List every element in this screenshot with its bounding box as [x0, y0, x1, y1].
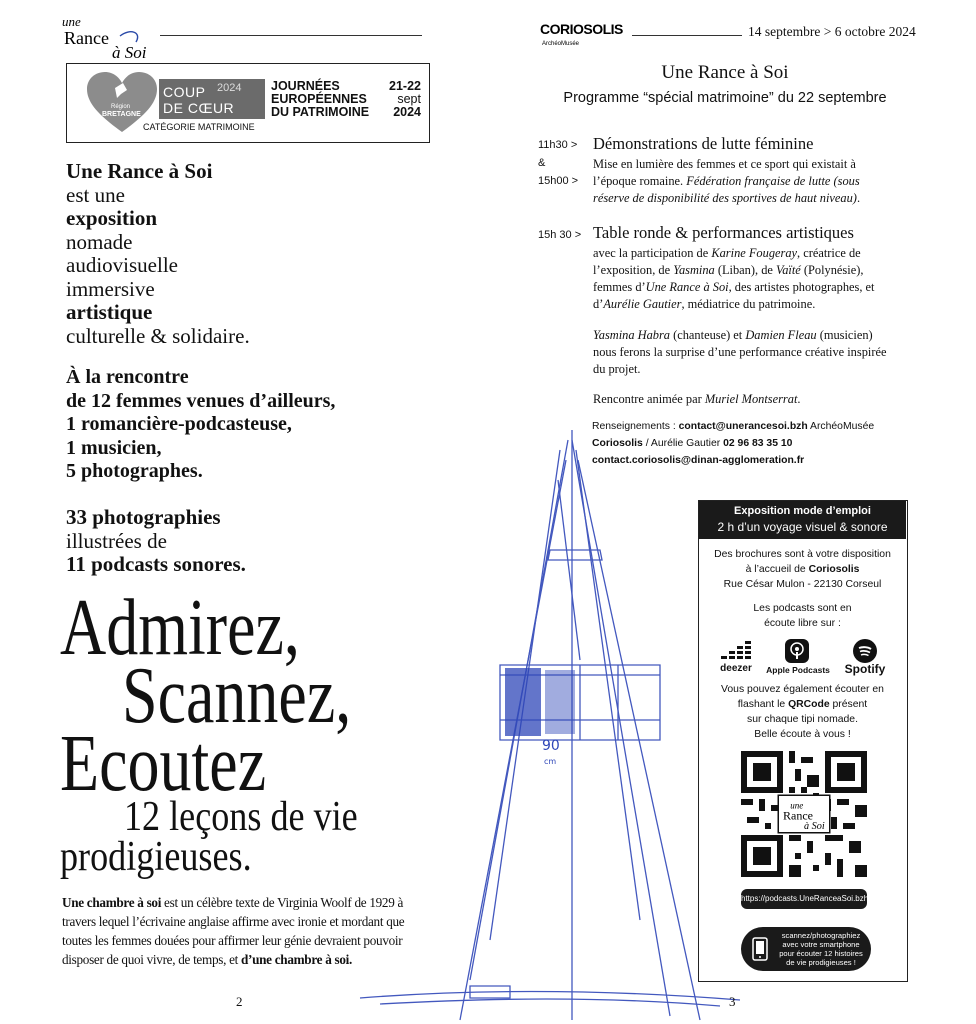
brochure-text: Des brochures sont à votre disposition à l’accueil de Coriosolis Rue César Mulon - 22130 Corseul [714, 549, 891, 590]
qrcode-text: Vous pouvez également écouter en flashant le QRCode présent sur chaque tipi nomade. Belle écoute à vous ! [721, 684, 884, 740]
podcast-text: Les podcasts sont en écoute libre sur : [753, 603, 852, 629]
headline-line-4: 12 leçons de vie [124, 794, 358, 840]
guide-box-header [699, 501, 906, 539]
jep-dates: 21-22 sept 2024 [389, 79, 421, 119]
archeomusee-wordmark: ArchéoMusée [542, 41, 580, 47]
logo-une: une [62, 14, 81, 29]
heart-region-small: Région [111, 104, 131, 110]
page-number-right: 3 [729, 994, 736, 1009]
smartphone-icon [751, 937, 769, 961]
woolf-paragraph: Une chambre à soi est un célèbre texte de Virginia Woolf de 1929 à travers lequel l’écrivaine anglaise affirme avec ironie et mordant que toutes les femmes douées pour affirmer leur génie devraient pouvoir disposer de quoi vivre, de temps, et d’une chambre à soi. [62, 895, 405, 967]
email-link-2[interactable]: contact.coriosolis@dinan-agglomeration.fr [592, 455, 805, 466]
program-item-1-times: 11h30 > & 15h00 > [538, 139, 579, 187]
headline-line-1: Admirez, [60, 584, 300, 672]
intro-text: Une Rance à Soi est une exposition nomade audiovisuelle immersive artistique culturelle & solidaire. [66, 159, 250, 348]
apple-podcasts-label: Apple Podcasts [766, 665, 830, 675]
qr-code[interactable] [741, 751, 867, 877]
email-link[interactable]: contact@unerancesoi.bzh [678, 421, 808, 432]
program-item-2-performers: Yasmina Habra (chanteuse) et Damien Fleau (musicien) nous ferons la surprise d’une performance créative inspirée du projet. [593, 328, 887, 376]
contact-info: Renseignements : contact@unerancesoi.bzh ArchéoMusée Coriosolis / Aurélie Gautier 02 96 83 35 10 contact.coriosolis@dinan-agglomeration.fr [592, 421, 875, 466]
photos-text: 33 photographies illustrées de 11 podcasts sonores. [66, 505, 246, 576]
sketch-unit: cm [544, 757, 557, 766]
logo-a-soi: à Soi [112, 43, 147, 60]
exhibition-guide-box [698, 500, 908, 982]
headline-line-5: prodigieuses. [60, 834, 252, 880]
deezer-icon[interactable] [721, 639, 753, 661]
spotify-icon[interactable] [853, 639, 877, 663]
spotify-label: Spotify [844, 662, 886, 676]
coriosolis-logo [540, 18, 630, 48]
qr-logo-a-soi: à Soi [804, 821, 825, 832]
qr-logo-une: une [790, 800, 804, 811]
coup-year: 2024 [217, 82, 242, 94]
rencontre-text: À la rencontre de 12 femmes venues d’ailleurs, 1 romancière-podcasteuse, 1 musicien, 5 photographes. [66, 366, 336, 482]
program-item-2-heading: Table ronde & performances artistiques [593, 223, 854, 242]
header-rule-left [160, 35, 422, 36]
guide-box-title: Exposition mode d’emploi [734, 505, 871, 517]
program-item-1-heading: Démonstrations de lutte féminine [593, 134, 814, 153]
de-coeur-label: DE CŒUR [163, 100, 235, 116]
heart-region: BRETAGNE [102, 111, 141, 118]
headline-line-2: Scannez, [122, 652, 352, 740]
program-item-2-host: Rencontre animée par Muriel Montserrat. [593, 392, 801, 406]
scan-text: scannez/photographiez avec votre smartphone pour écouter 12 histoires de vie prodigieuses ! [779, 931, 863, 967]
headline [60, 584, 480, 888]
exhibition-dates: 14 septembre > 6 octobre 2024 [748, 24, 916, 39]
jep-label: JOURNÉES EUROPÉENNES DU PATRIMOINE [271, 79, 370, 119]
apple-podcasts-icon[interactable] [785, 639, 809, 663]
headline-line-3: Ecoutez [60, 720, 267, 808]
coup-label: COUP [163, 84, 206, 100]
program-item-2-time: 15h 30 > [538, 229, 582, 241]
deezer-label: deezer [720, 663, 752, 674]
logo-rance: Rance [64, 28, 109, 48]
podcast-url-link[interactable]: https://podcasts.UneRanceaSoi.bzh [741, 889, 867, 909]
award-banner [66, 63, 430, 143]
phone-number[interactable]: 02 96 83 35 10 [723, 438, 793, 449]
scan-instruction [741, 927, 871, 971]
page-number-left: 2 [236, 994, 243, 1009]
header-rule-right [632, 35, 742, 36]
award-category: CATÉGORIE MATRIMOINE [143, 122, 255, 132]
program-item-2-text: avec la participation de Karine Fougeray, créatrice de l’exposition, de Yasmina (Liban), de Vaïté (Polynésie), femmes d’Une Rance à Soi, des artistes photographes, et d’Aurélie Gautier, médiatrice du patrimoine. [593, 246, 875, 311]
coriosolis-wordmark: CORIOSOLIS [540, 21, 623, 37]
program-subtitle: Programme “spécial matrimoine” du 22 septembre [563, 90, 887, 106]
guide-box-subtitle: 2 h d’un voyage visuel & sonore [717, 520, 888, 534]
program-title: Une Rance à Soi [661, 62, 789, 83]
program-item-1-text: Mise en lumière des femmes et ce sport qui existait à l’époque romaine. Fédération française de lutte (sous réserve de disponibilité des sportives de haut niveau). [593, 157, 861, 205]
une-rance-a-soi-logo [60, 14, 170, 60]
qr-logo-rance: Rance [783, 808, 813, 823]
sketch-label: 90 [542, 738, 560, 754]
